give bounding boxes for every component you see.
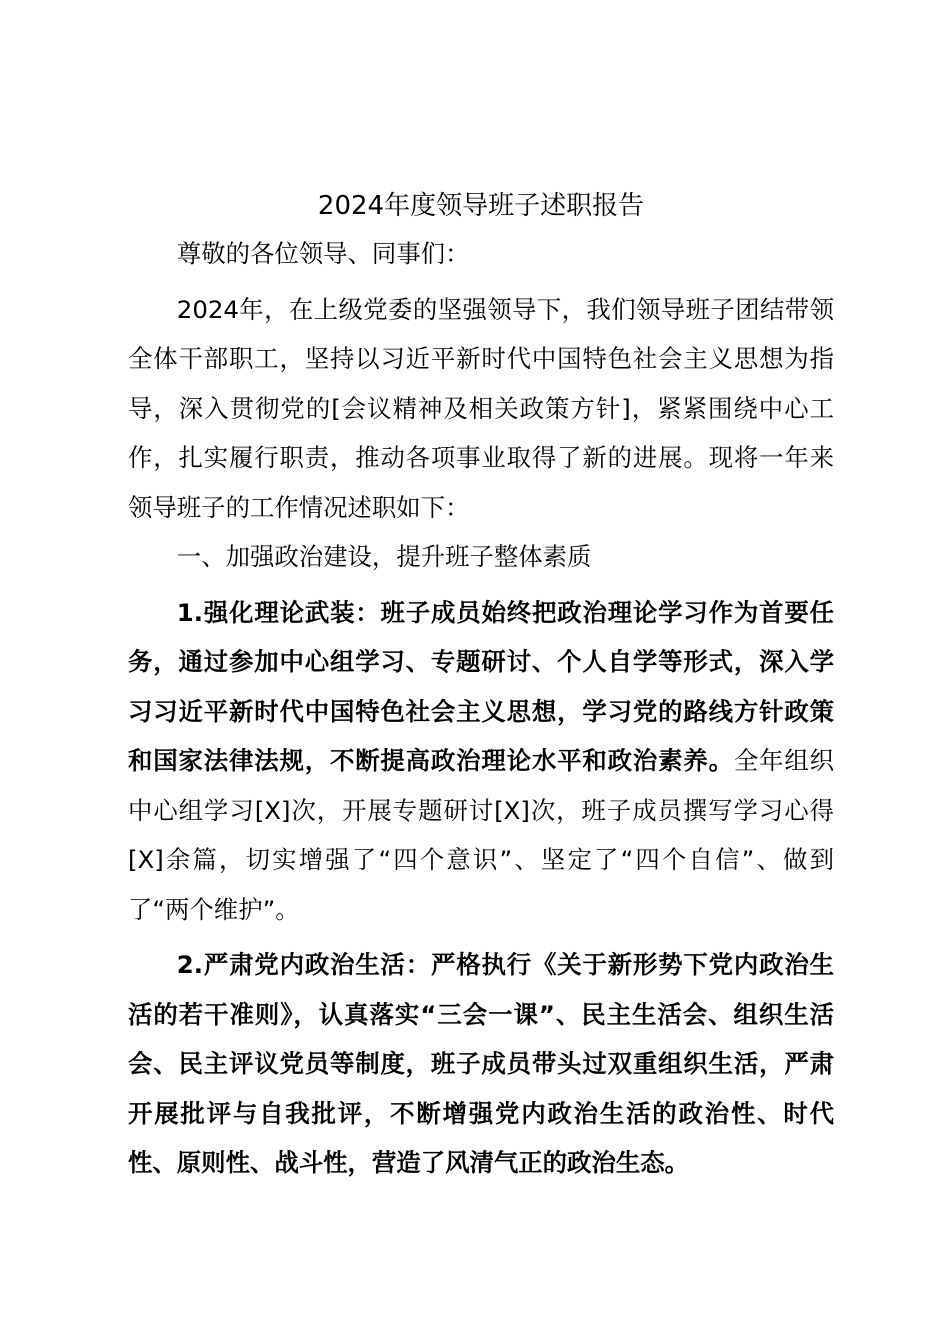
item-1-normal-text: 全年组织中心组学习[X]次，开展专题研讨[X]次，班子成员撰写学习心得[X]余篇，切实增强了“四个意识”、坚定了“四个自信”、做到了“两个维护”。 (128, 746, 834, 924)
section-heading-1: 一、加强政治建设，提升班子整体素质 (176, 542, 592, 571)
item-2-paragraph (128, 940, 834, 1188)
document-page (128, 183, 834, 1188)
item-1-bold-text: 1.强化理论武装：班子成员始终把政治理论学习作为首要任务，通过参加中心组学习、专题研讨、个人自学等形式，深入学习习近平新时代中国特色社会主义思想，学习党的路线方针政策和国家法律法规，不断提高政治理论水平和政治素养。 (128, 597, 834, 775)
intro-paragraph: 2024年，在上级党委的坚强领导下，我们领导班子团结带领全体干部职工，坚持以习近平新时代中国特色社会主义思想为指导，深入贯彻党的[会议精神及相关政策方针]，紧紧围绕中心工作，扎实履行职责，推动各项事业取得了新的进展。现将一年来领导班子的工作情况述职如下： (128, 294, 834, 522)
salutation: 尊敬的各位领导、同事们： (176, 239, 470, 268)
item-2-bold-text: 2.严肃党内政治生活：严格执行《关于新形势下党内政治生活的若干准则》，认真落实“三会一课”、民主生活会、组织生活会、民主评议党员等制度，班子成员带头过双重组织生活，严肃开展批评与自我批评，不断增强党内政治生活的政治性、时代性、原则性、战斗性，营造了风清气正的政治生态。 (128, 950, 834, 1177)
item-1-paragraph (128, 588, 834, 935)
document-title: 2024年度领导班子述职报告 (317, 191, 645, 221)
